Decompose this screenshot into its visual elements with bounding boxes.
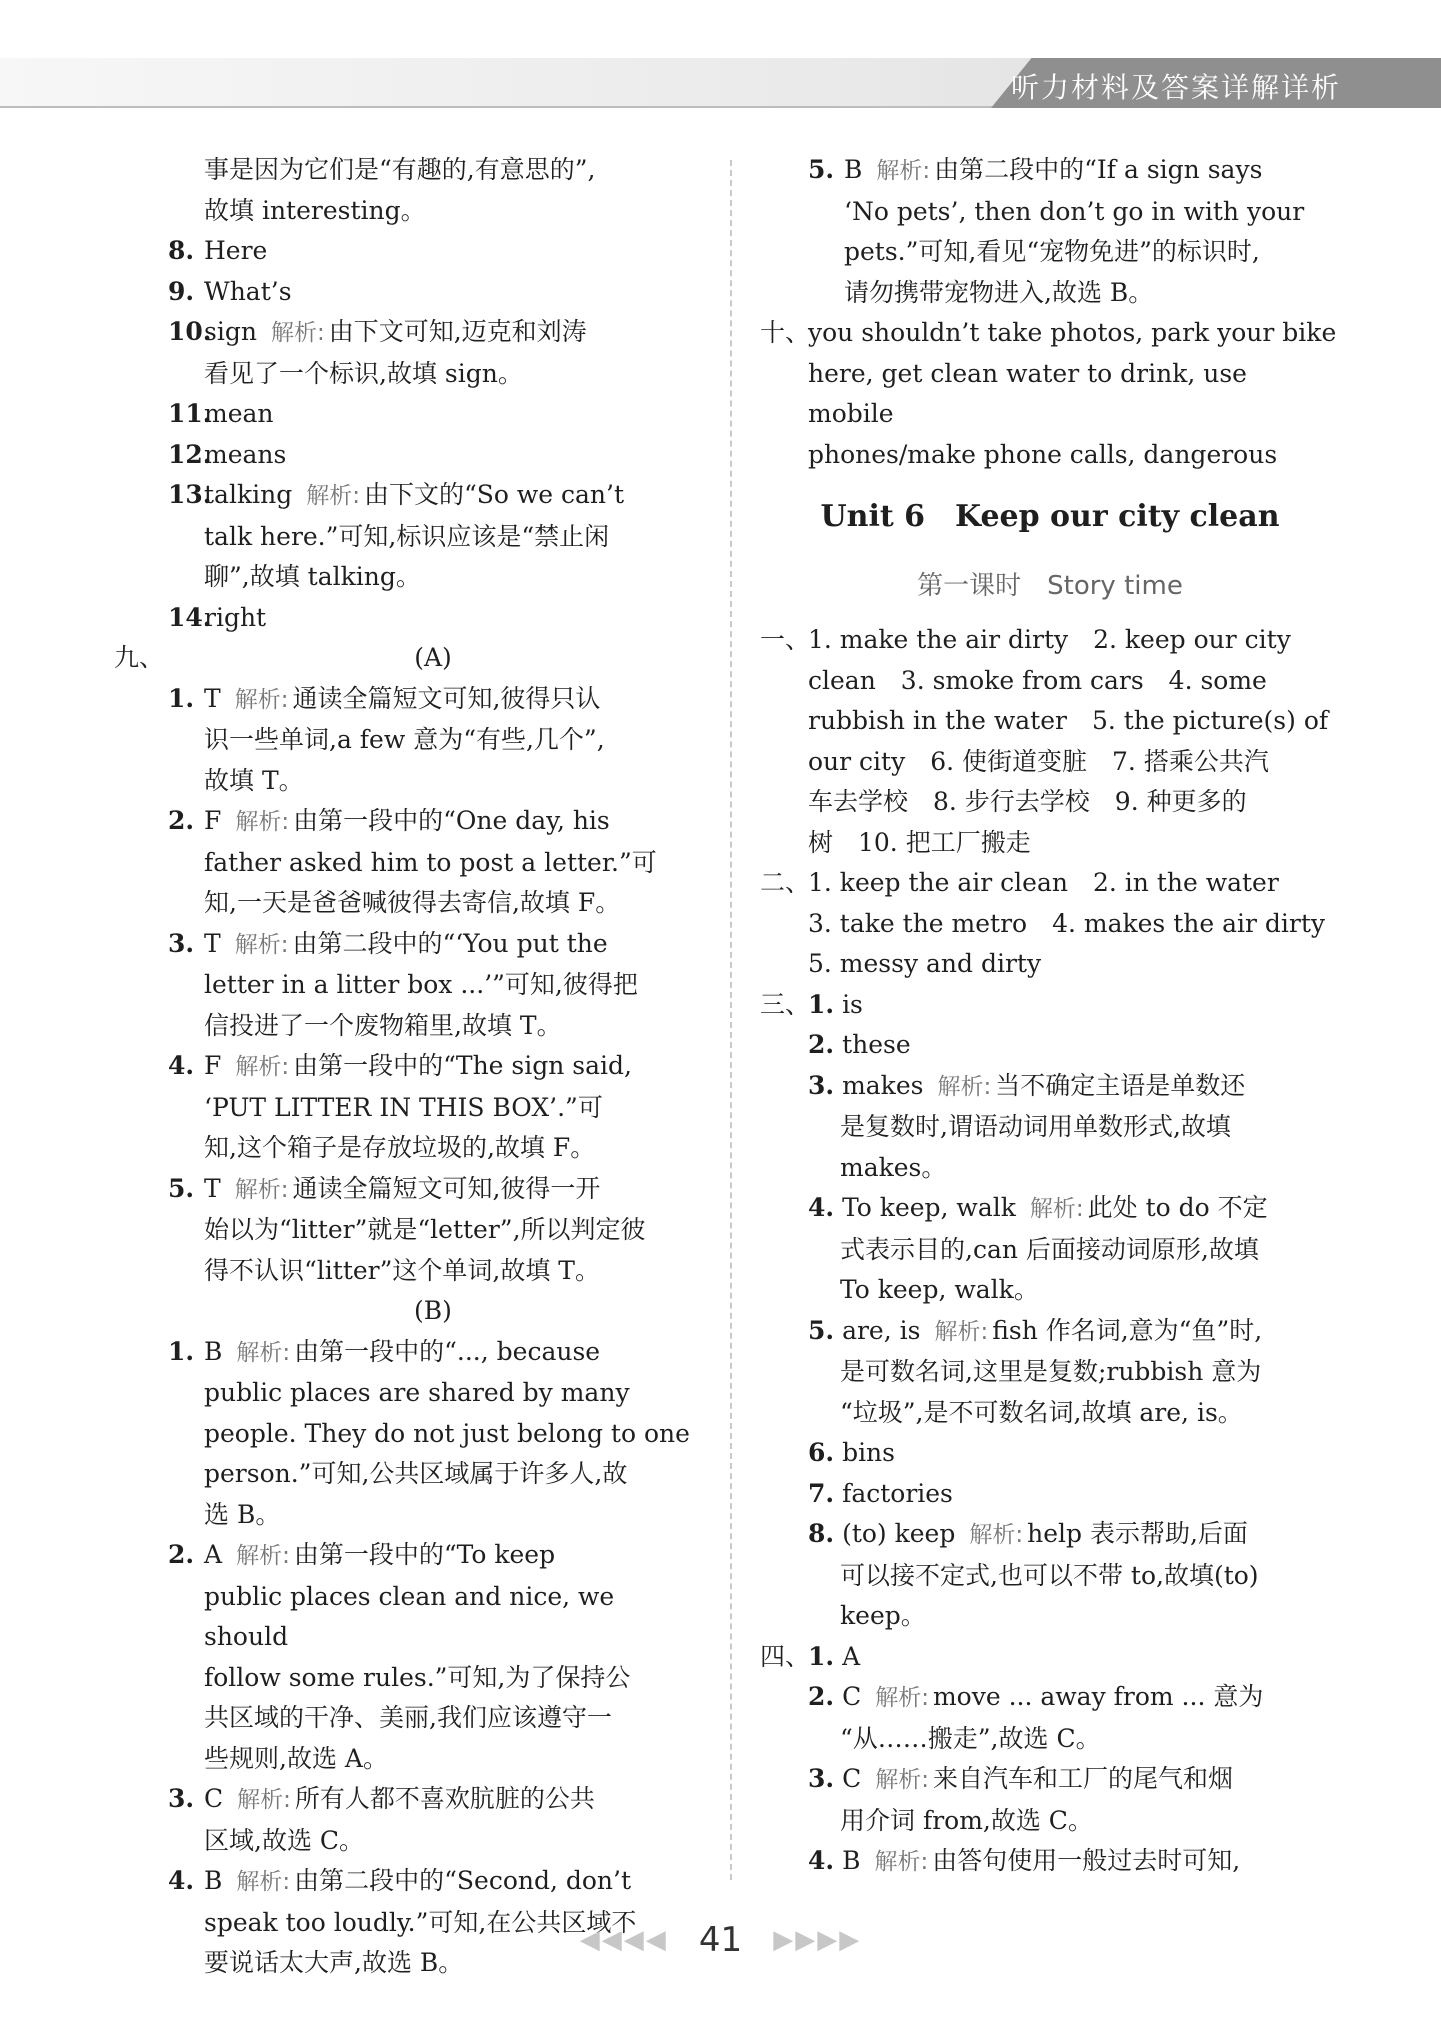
list-item: 3. makes 解析: 当不确定主语是单数还 是复数时,谓语动词用单数形式,故填 makes。	[808, 1070, 1246, 1182]
section-mark: 九、	[114, 643, 165, 672]
section-9	[114, 638, 698, 679]
unit-title: Unit 6 Keep our city clean	[820, 499, 1280, 534]
jiexi-label: 解析:	[237, 1787, 291, 1813]
section-4	[760, 1637, 1340, 1883]
list-item: 事是因为它们是“有趣的,有意思的”, 故填 interesting。	[204, 155, 596, 225]
list-item: 1. is	[808, 989, 863, 1019]
jiexi-label: 解析:	[874, 1849, 929, 1875]
list-item: 2. C 解析: move ... away from ... 意为 “从……搬走”,故选 C。	[808, 1682, 1264, 1753]
section-mark: 二、	[760, 868, 811, 897]
list-item: 10. sign 解析: 由下文可知,迈克和刘涛 看见了一个标识,故填 sign。	[168, 317, 587, 388]
jiexi-label: 解析:	[876, 158, 931, 184]
jiexi-label: 解析:	[235, 1054, 290, 1080]
list-item: 4. F 解析: 由第一段中的“The sign said, ‘PUT LITTER IN THIS BOX’.”可 知,这个箱子是存放垃圾的,故填 F。	[168, 1051, 632, 1162]
list-item: 1. A	[808, 1641, 861, 1671]
list-item: 4. B 解析: 由答句使用一般过去时可知,	[808, 1846, 1241, 1875]
section-mark: 四、	[760, 1641, 811, 1671]
section-mark: 十、	[760, 318, 811, 347]
list-item: 3. C 解析: 所有人都不喜欢肮脏的公共 区域,故选 C。	[168, 1784, 595, 1855]
list-item: 1. B 解析: 由第一段中的“..., because public places are shared by many people. They do not just belong to one person.”可知,公共区域属于许多人,故 选 B。	[168, 1336, 690, 1529]
jiexi-label: 解析:	[934, 1318, 989, 1345]
part-label: (B)	[414, 1296, 452, 1325]
jiexi-label: 解析:	[937, 1073, 992, 1100]
list-item: 2. A 解析: 由第一段中的“To keep public places clean and nice, we should follow some rules.”可知,为了保持公 共区域的干净、美丽,我们应该遵守一 些规则,故选 A。	[168, 1540, 631, 1773]
jiexi-label: 解析:	[234, 686, 289, 713]
right-column	[760, 150, 1340, 1883]
list-item: 12. means	[168, 439, 287, 469]
list-item: 1. T 解析: 通读全篇短文可知,彼得只认 识一些单词,a few 意为“有些,几个”, 故填 T。	[168, 683, 605, 795]
jiexi-label: 解析:	[306, 483, 360, 509]
jiexi-label: 解析:	[235, 809, 290, 835]
next-arrows-icon: ▶▶▶▶	[773, 1925, 862, 1955]
list-item: 3. C 解析: 来自汽车和工厂的尾气和烟 用介词 from,故选 C。	[808, 1764, 1233, 1835]
section-2: 二、 1. keep the air clean 2. in the water 3. take the metro 4. makes the air dirty 5. messy and dirty	[760, 863, 1340, 985]
list-item: 5. are, is 解析: fish 作名词,意为“鱼”时, 是可数名词,这里是复数;rubbish 意为 “垃圾”,是不可数名词,故填 are, is。	[808, 1315, 1263, 1427]
jiexi-label: 解析:	[1029, 1196, 1084, 1222]
list-item: 5. T 解析: 通读全篇短文可知,彼得一开 始以为“litter”就是“letter”,所以判定彼 得不认识“litter”这个单词,故填 T。	[168, 1173, 646, 1285]
list-item: 7. factories	[808, 1478, 953, 1508]
list-item: 5. B 解析: 由第二段中的“If a sign says ‘No pets’, then don’t go in with your pets.”可知,看见“宠物免进”的标识时, 请勿携带宠物进入,故选 B。	[808, 155, 1305, 307]
lesson-title: 第一课时 Story time	[917, 570, 1183, 601]
list-item: 8. Here	[168, 236, 268, 265]
jiexi-label: 解析:	[969, 1522, 1024, 1548]
section-10: 十、 you shouldn’t take photos, park your bike here, get clean water to drink, use mobile phones/make phone calls, dangerous	[760, 313, 1340, 475]
list-item: 4. B 解析: 由第二段中的“Second, don’t speak too loudly.”可知,在公共区域不 要说话太大声,故选 B。	[168, 1866, 637, 1977]
section-mark: 一、	[760, 625, 811, 654]
jiexi-label: 解析:	[236, 1543, 290, 1569]
list-item: 2. F 解析: 由第一段中的“One day, his father asked him to post a letter.”可 知,一天是爸爸喊彼得去寄信,故填 F。	[168, 806, 657, 917]
list-item: 13. talking 解析: 由下文的“So we can’t talk here.”可知,标识应该是“禁止闲 聊”,故填 talking。	[168, 480, 624, 591]
jiexi-label: 解析:	[875, 1767, 929, 1793]
list-item: 11. mean	[168, 399, 274, 428]
list-item: 6. bins	[808, 1438, 895, 1467]
list-item: 8. (to) keep 解析: help 表示帮助,后面 可以接不定式,也可以不带 to,故填(to) keep。	[808, 1519, 1259, 1630]
jiexi-label: 解析:	[236, 1869, 291, 1895]
list-item: 9. What’s	[168, 276, 292, 306]
header-title: 听力材料及答案详解详析	[1010, 71, 1341, 104]
column-divider	[730, 160, 732, 1880]
jiexi-label: 解析:	[236, 1339, 291, 1366]
jiexi-label: 解析:	[875, 1685, 929, 1711]
page-number: 41	[698, 1920, 743, 1960]
jiexi-label: 解析:	[270, 320, 325, 346]
list-item: 4. To keep, walk 解析: 此处 to do 不定 式表示目的,can 后面接动词原形,故填 To keep, walk。	[808, 1193, 1268, 1304]
jiexi-label: 解析:	[234, 1176, 289, 1203]
list-item: 2. these	[808, 1030, 911, 1059]
section-mark: 三、	[760, 989, 811, 1019]
list-item: 14. right	[168, 602, 267, 632]
page-footer	[0, 1920, 1441, 1960]
list-item: 3. T 解析: 由第二段中的“‘You put the letter in a litter box ...’”可知,彼得把 信投进了一个废物箱里,故填 T。	[168, 928, 638, 1040]
part-label: (A)	[414, 643, 452, 672]
prev-arrows-icon: ◀◀◀◀	[579, 1925, 668, 1955]
section-3	[760, 985, 1340, 1637]
section-1: 一、 1. make the air dirty 2. keep our city clean 3. smoke from cars 4. some rubbish in the water 5. the picture(s) of our city 6. 使街道变脏 7. 搭乘公共汽 车去学校 8. 步行去学校 9. 种更多的 树 10. 把工厂搬走	[760, 620, 1340, 863]
left-column	[114, 150, 698, 1984]
jiexi-label: 解析:	[234, 931, 289, 958]
